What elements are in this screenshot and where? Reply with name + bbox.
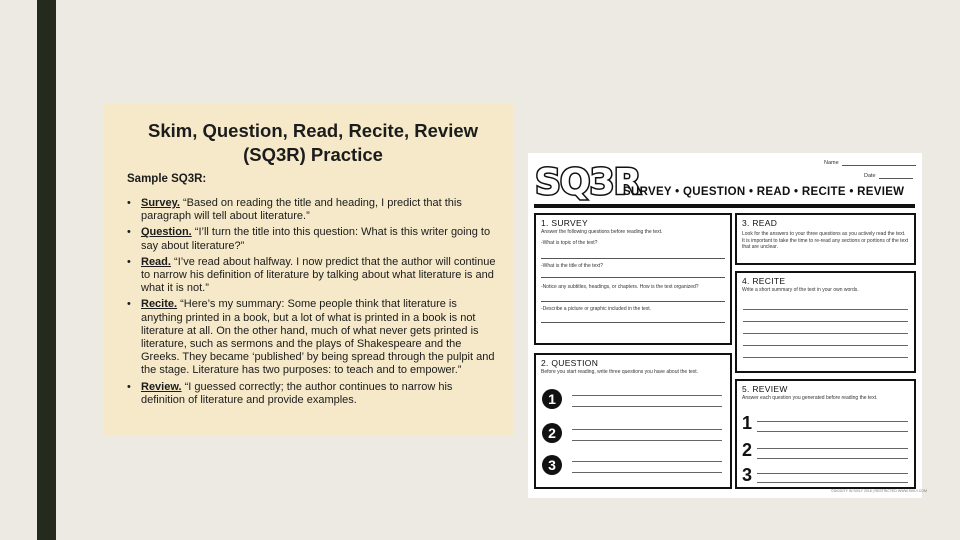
box-instruction: Look for the answers to your three questions as you actively read the text. It is important to take the time to re-read any sections or portions of the text that are unclear.	[742, 231, 909, 251]
review-number-2: 2	[742, 440, 753, 460]
write-line	[572, 440, 722, 441]
bullet-lead: Question.	[141, 226, 192, 239]
answer-line	[541, 291, 725, 302]
survey-question: -What is topic of the text?	[541, 239, 598, 246]
box-title: 4. RECITE	[742, 276, 786, 286]
survey-question: -Describe a picture or graphic included in the text.	[541, 305, 652, 312]
bullet-lead: Survey.	[141, 197, 180, 209]
slide-left-accent-bar	[37, 0, 56, 540]
question-box	[534, 353, 732, 489]
bullet-text: “Based on reading the title and heading, I predict that this paragraph will tell about literature.”	[141, 197, 462, 223]
write-line	[757, 473, 908, 474]
write-line	[757, 458, 908, 459]
write-line	[743, 309, 908, 310]
write-line	[572, 395, 722, 396]
date-label: Date	[864, 173, 876, 179]
header-rule	[534, 204, 915, 208]
write-line	[743, 345, 908, 346]
sq3r-sample-panel	[103, 103, 513, 436]
name-label: Name	[824, 160, 839, 166]
write-line	[743, 333, 908, 334]
bullet-lead: Review.	[141, 380, 182, 393]
recite-box	[735, 271, 916, 373]
name-line	[842, 165, 916, 166]
box-instruction: Write a short summary of the text in your own words.	[742, 287, 859, 293]
answer-line	[541, 246, 725, 259]
write-line	[757, 421, 908, 422]
bullet-question	[127, 226, 499, 252]
bullet-read	[127, 256, 499, 296]
panel-subtitle: Sample SQ3R:	[127, 173, 207, 185]
survey-question: -What is the title of the text?	[541, 263, 603, 269]
survey-box	[534, 213, 732, 345]
worksheet-logo: SQ3R	[535, 162, 641, 203]
answer-line	[541, 312, 725, 323]
name-field	[824, 160, 916, 166]
write-line	[743, 357, 908, 358]
box-title: 1. SURVEY	[541, 218, 588, 228]
box-title: 2. QUESTION	[541, 358, 599, 368]
review-box	[735, 379, 916, 489]
bullet-review	[127, 381, 499, 407]
write-line	[572, 472, 722, 473]
box-instruction: Answer each question you generated before reading the text.	[742, 395, 878, 401]
sq3r-worksheet	[528, 153, 927, 498]
question-number-1: 1	[542, 389, 562, 409]
bullet-text: “Here’s my summary: Some people think that literature is anything printed in a book, but a lot of what is printed in a book is not literature at all. On the other hand, much of what never gets printed is literature, such as sermons and the plays of Shakespeare and the Greeks. They became ‘published’ by being spread through the pulpit and the stage. Literature has two purposes: to teach and to empower.”	[141, 298, 495, 377]
worksheet-copyright: ©DIGGITY IN SIXLY 2016 | RESTRICTED WWW.SIXLY.COM	[831, 489, 927, 493]
review-number-3: 3	[742, 465, 753, 485]
write-line	[743, 321, 908, 322]
write-line	[757, 448, 908, 449]
box-instruction: Before you start reading, write three questions you have about the text.	[541, 369, 699, 375]
box-title: 3. READ	[742, 218, 778, 228]
bullet-recite	[127, 298, 499, 377]
date-line	[879, 178, 913, 179]
bullet-text: “I’ll turn the title into this question: What is this writer going to say about literature?”	[141, 226, 491, 252]
sample-bullet-list	[127, 197, 499, 407]
write-line	[757, 431, 908, 432]
bullet-text: “I guessed correctly; the author continues to narrow his definition of literature and provide examples.	[141, 380, 453, 406]
bullet-text: “I’ve read about halfway. I now predict that the author will continue to narrow his definition of literature by talking about what literature is and what it is not.”	[141, 255, 496, 295]
write-line	[572, 461, 722, 462]
read-box	[735, 213, 916, 265]
worksheet-header: SURVEY • QUESTION • READ • RECITE • REVIEW	[623, 186, 905, 198]
question-number-3: 3	[542, 455, 562, 475]
review-number-1: 1	[742, 413, 753, 433]
answer-line	[541, 269, 725, 278]
write-line	[572, 429, 722, 430]
bullet-survey	[127, 197, 499, 223]
bullet-lead: Read.	[141, 255, 171, 268]
box-title: 5. REVIEW	[742, 384, 788, 394]
panel-title: Skim, Question, Read, Recite, Review (SQ3R) Practice	[147, 120, 479, 165]
box-instruction: Answer the following questions before reading the text.	[541, 229, 663, 235]
write-line	[757, 482, 908, 483]
date-field	[864, 173, 913, 179]
survey-question: -Notice any subtitles, headings, or chapters. How is the text organized?	[541, 284, 699, 291]
bullet-lead: Recite.	[141, 298, 178, 311]
write-line	[572, 406, 722, 407]
question-number-2: 2	[542, 423, 562, 443]
